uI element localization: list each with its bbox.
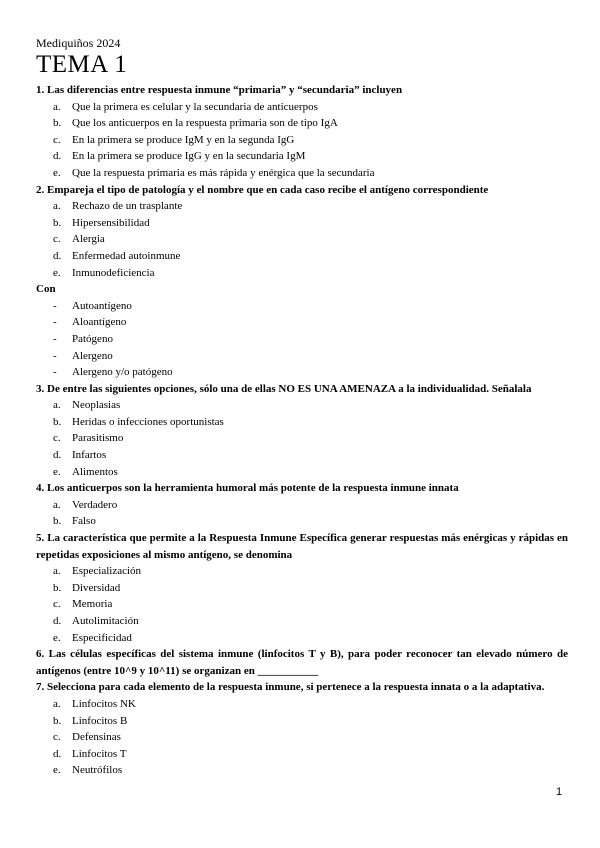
option-marker: e. (53, 631, 61, 644)
answer-option (36, 414, 568, 431)
option-marker: a. (53, 100, 61, 113)
answer-option (36, 364, 568, 381)
answer-option (36, 729, 568, 746)
answer-option (36, 447, 568, 464)
option-marker: e. (53, 266, 61, 279)
answer-option (36, 696, 568, 713)
option-marker: a. (53, 565, 61, 578)
page-title: TEMA 1 (36, 51, 128, 78)
answer-option (36, 115, 568, 132)
answer-option (36, 596, 568, 613)
answer-option (36, 630, 568, 647)
option-text: Que la primera es celular y la secundaria de anticuerpos (72, 100, 318, 113)
answer-option (36, 198, 568, 215)
option-text: Alergeno (72, 349, 113, 362)
option-text: Heridas o infecciones oportunistas (72, 415, 224, 428)
answer-option (36, 165, 568, 182)
option-marker: d. (53, 249, 62, 262)
option-text: En la primera se produce IgM y en la segunda IgG (72, 133, 295, 146)
option-text: Linfocitos B (72, 714, 128, 727)
question-list (36, 82, 568, 779)
option-marker: e. (53, 465, 61, 478)
option-marker: a. (53, 697, 61, 710)
option-text: En la primera se produce IgG y en la secundaria IgM (72, 150, 306, 163)
answer-option (36, 248, 568, 265)
answer-option (36, 746, 568, 763)
option-marker: - (53, 299, 57, 312)
question-5: 5. La característica que permite a la Respuesta Inmune Específica generar respuestas más enérgicas y rápidas en repetidas exposiciones al mismo antígeno, se denomina (36, 532, 568, 561)
answer-option (36, 513, 568, 530)
option-text: Parasitismo (72, 432, 124, 445)
option-marker: c. (53, 598, 61, 611)
question-4: 4. Los anticuerpos son la herramienta humoral más potente de la respuesta inmune innata (36, 482, 459, 495)
question-1: 1. Las diferencias entre respuesta inmune “primaria” y “secundaria” incluyen (36, 84, 403, 96)
option-text: Diversidad (72, 581, 121, 594)
option-marker: b. (53, 415, 62, 428)
option-text: Autoantígeno (72, 299, 132, 312)
option-marker: b. (53, 216, 62, 229)
option-text: Linfocitos T (72, 747, 127, 760)
option-marker: b. (53, 117, 62, 130)
option-marker: d. (53, 615, 62, 627)
option-text: Memoria (72, 598, 113, 611)
option-marker: a. (53, 200, 61, 213)
answer-option (36, 132, 568, 149)
option-marker: d. (53, 150, 62, 163)
option-marker: b. (53, 515, 62, 528)
document-header: Mediquiños 2024 (36, 36, 121, 50)
option-marker: c. (53, 233, 61, 246)
answer-option (36, 563, 568, 580)
answer-option (36, 265, 568, 282)
question-3-options (36, 397, 568, 480)
page-number: 1 (556, 786, 563, 798)
option-text: Verdadero (72, 498, 118, 511)
option-marker: d. (53, 449, 62, 462)
question-2-antigen-list (36, 298, 568, 381)
question-1-options (36, 99, 568, 182)
option-text: Especialización (72, 565, 142, 578)
option-marker: c. (53, 731, 61, 744)
option-text: Inmunodeficiencia (72, 266, 155, 279)
answer-option (36, 348, 568, 365)
option-text: Alergia (72, 233, 105, 246)
option-text: Falso (72, 515, 96, 528)
question-5-options (36, 563, 568, 646)
option-text: Que la respuesta primaria es más rápida y enérgica que la secundaria (72, 166, 375, 179)
option-text: Alergeno y/o patógeno (72, 366, 173, 379)
answer-option (36, 580, 568, 597)
answer-option (36, 397, 568, 414)
option-text: Enfermedad autoinmune (72, 249, 181, 262)
question-7-options (36, 696, 568, 779)
question-3: 3. De entre las siguientes opciones, sólo una de ellas NO ES UNA AMENAZA a la individualidad. Señalala (36, 382, 532, 395)
option-text: Rechazo de un trasplante (72, 200, 183, 213)
option-marker: c. (53, 432, 61, 445)
option-marker: - (53, 316, 57, 329)
option-text: Neutrófilos (72, 764, 123, 777)
option-marker: - (53, 332, 57, 345)
question-4-options (36, 497, 568, 530)
answer-option (36, 430, 568, 447)
option-text: Especificidad (72, 631, 132, 644)
option-text: Neoplasias (72, 399, 121, 412)
option-text: Aloantígeno (72, 316, 127, 329)
option-marker: e. (53, 764, 61, 777)
option-marker: b. (53, 714, 62, 727)
option-marker: - (53, 349, 57, 362)
question-7: 7. Selecciona para cada elemento de la respuesta inmune, si pertenece a la respuesta innata o a la adaptativa. (36, 681, 545, 694)
option-text: Linfocitos NK (72, 697, 136, 710)
option-marker: e. (53, 166, 61, 179)
option-text: Alimentos (72, 465, 118, 478)
answer-option (36, 314, 568, 331)
option-marker: c. (53, 133, 61, 146)
question-2-con-label: Con (36, 283, 56, 296)
option-text: Que los anticuerpos en la respuesta primaria son de tipo IgA (72, 117, 338, 130)
option-text: Autolimitación (72, 615, 139, 627)
option-marker: a. (53, 399, 61, 412)
answer-option (36, 762, 568, 779)
option-text: Infartos (72, 449, 107, 462)
option-text: Defensinas (72, 731, 121, 744)
answer-option (36, 298, 568, 315)
answer-option (36, 613, 568, 630)
answer-option (36, 148, 568, 165)
answer-option (36, 497, 568, 514)
question-2-options (36, 198, 568, 281)
question-2: 2. Empareja el tipo de patología y el nombre que en cada caso recibe el antígeno correspondiente (36, 183, 489, 196)
answer-option (36, 464, 568, 481)
option-marker: d. (53, 747, 62, 760)
question-6: 6. Las células específicas del sistema inmune (linfocitos T y B), para poder reconocer tan elevado número de antígenos (entre 10^9 y 10^11) se organizan en ___________ (36, 648, 568, 677)
option-text: Patógeno (72, 332, 113, 345)
option-text: Hipersensibilidad (72, 216, 150, 229)
option-marker: - (53, 366, 57, 379)
option-marker: a. (53, 498, 61, 511)
answer-option (36, 215, 568, 232)
option-marker: b. (53, 581, 62, 594)
answer-option (36, 99, 568, 116)
answer-option (36, 331, 568, 348)
answer-option (36, 713, 568, 730)
answer-option (36, 231, 568, 248)
